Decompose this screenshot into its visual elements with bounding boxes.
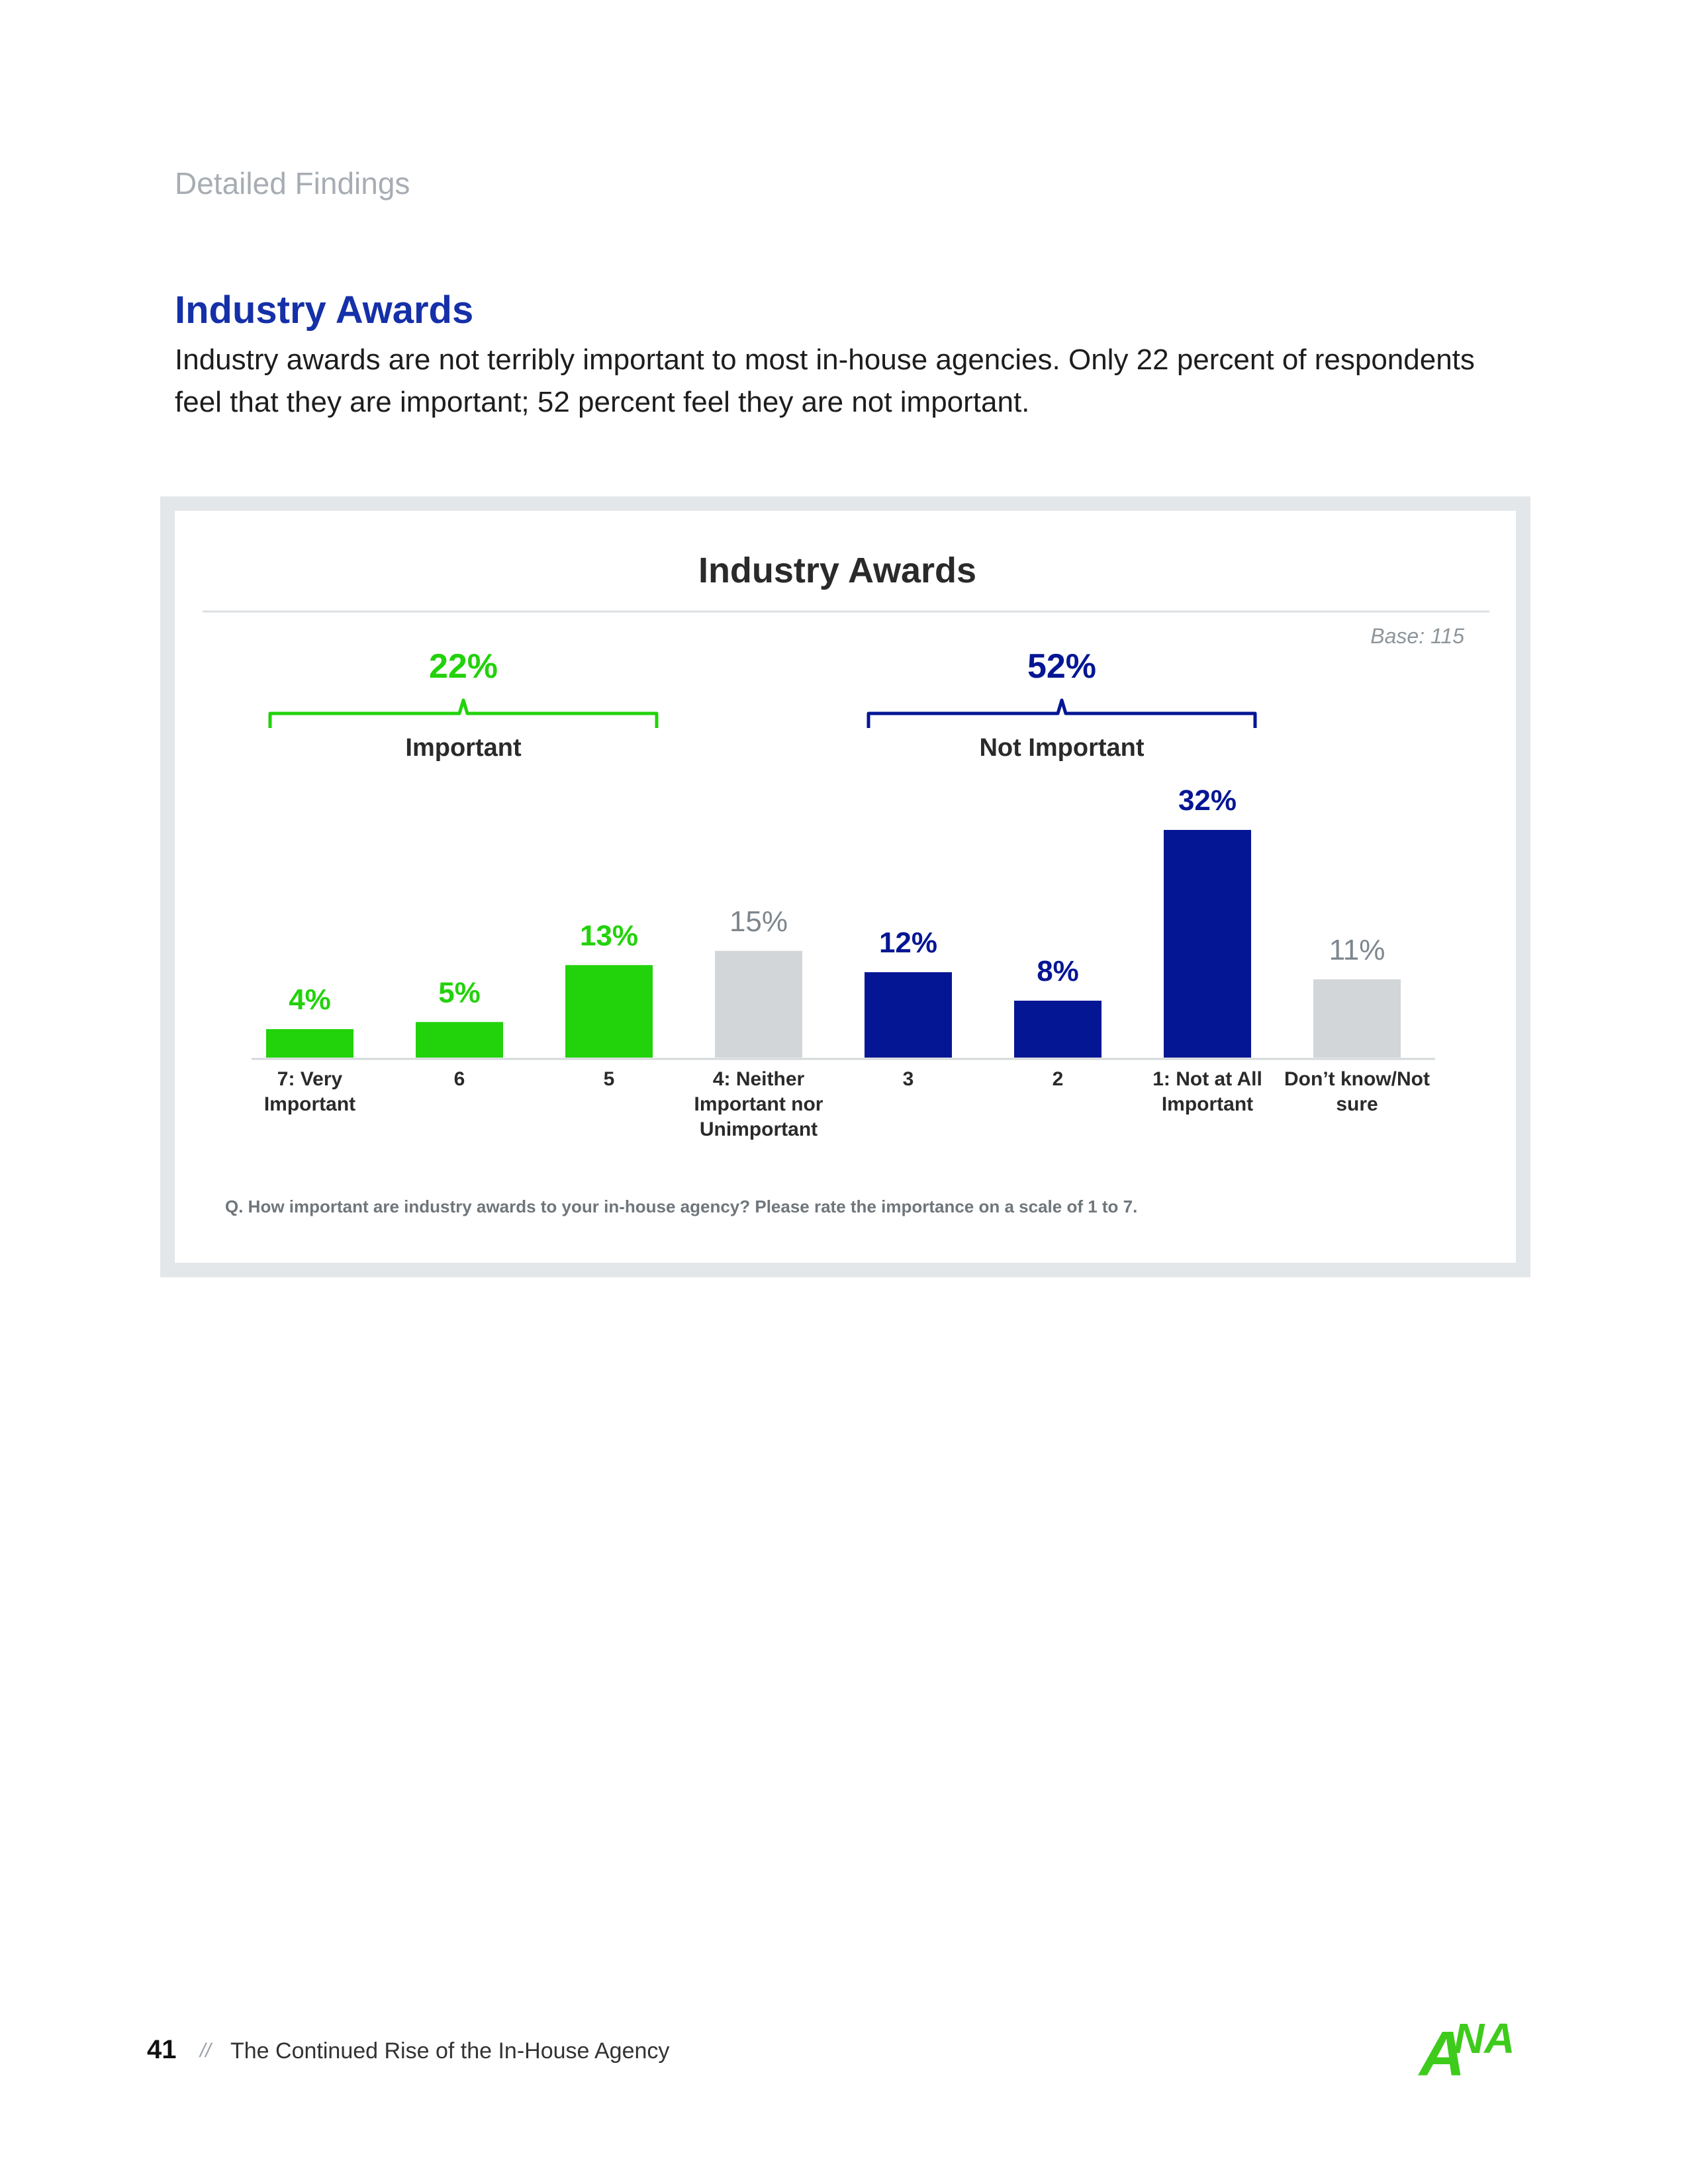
category-label-2-line-1: 6: [453, 1068, 465, 1090]
bar-5: [865, 972, 952, 1058]
category-label-7-line-1: 1: Not at All: [1152, 1068, 1262, 1090]
bracket-1: [270, 700, 657, 728]
question-footnote: Q. How important are industry awards to your in-house agency? Please rate the importance on a scale of 1 to 7.: [225, 1197, 1138, 1216]
category-label-4-line-1: 4: Neither: [712, 1068, 805, 1090]
bar-4: [715, 951, 802, 1058]
value-label-5: 12%: [878, 927, 938, 959]
category-label-8-line-2: sure: [1336, 1093, 1378, 1115]
bracket-total-2: 52%: [1027, 647, 1097, 686]
value-label-6: 8%: [1037, 955, 1079, 987]
value-label-2: 5%: [438, 976, 481, 1009]
value-label-1: 4%: [289, 983, 331, 1016]
category-label-5-line-1: 3: [902, 1068, 914, 1090]
bar-8: [1313, 979, 1401, 1058]
ana-logo-letter-a: A: [1419, 2019, 1466, 2085]
value-label-7: 32%: [1178, 784, 1237, 817]
category-label-1-line-1: 7: Very: [277, 1068, 343, 1090]
bar-6: [1014, 1001, 1102, 1058]
page-heading: Industry Awards: [175, 289, 474, 332]
category-label-4-line-2: Important nor: [694, 1093, 823, 1115]
bar-1: [266, 1029, 353, 1058]
category-label-7-line-2: Important: [1161, 1093, 1254, 1115]
category-label-8-line-1: Don’t know/Not: [1284, 1068, 1430, 1090]
category-label-6-line-1: 2: [1052, 1068, 1064, 1090]
value-label-8: 11%: [1329, 933, 1385, 966]
bracket-total-1: 22%: [428, 647, 498, 686]
bracket-2: [868, 700, 1255, 728]
category-label-3-line-1: 5: [603, 1068, 615, 1090]
category-label-4-line-3: Unimportant: [699, 1118, 818, 1140]
bar-7: [1164, 830, 1251, 1058]
footer-title: The Continued Rise of the In-House Agency: [230, 2038, 670, 2064]
ana-logo: [1417, 2012, 1523, 2085]
section-label: Detailed Findings: [175, 166, 410, 201]
value-label-3: 13%: [579, 919, 639, 952]
base-note: Base: 115: [1370, 624, 1464, 648]
intro-paragraph: Industry awards are not terribly important to most in-house agencies. Only 22 percent of respondents feel that they are important; 52 percent feel they are not important.: [175, 343, 1475, 418]
bracket-label-2: Not Important: [979, 734, 1145, 762]
bar-3: [565, 965, 653, 1058]
value-label-4: 15%: [729, 905, 788, 938]
bracket-label-1: Important: [405, 734, 522, 762]
chart-title: Industry Awards: [698, 551, 977, 590]
footer-separator: //: [200, 2040, 211, 2062]
bar-2: [416, 1022, 503, 1058]
ana-logo-letters-na: NA: [1454, 2015, 1515, 2062]
category-label-1-line-2: Important: [263, 1093, 356, 1115]
page-number: 41: [147, 2035, 177, 2064]
